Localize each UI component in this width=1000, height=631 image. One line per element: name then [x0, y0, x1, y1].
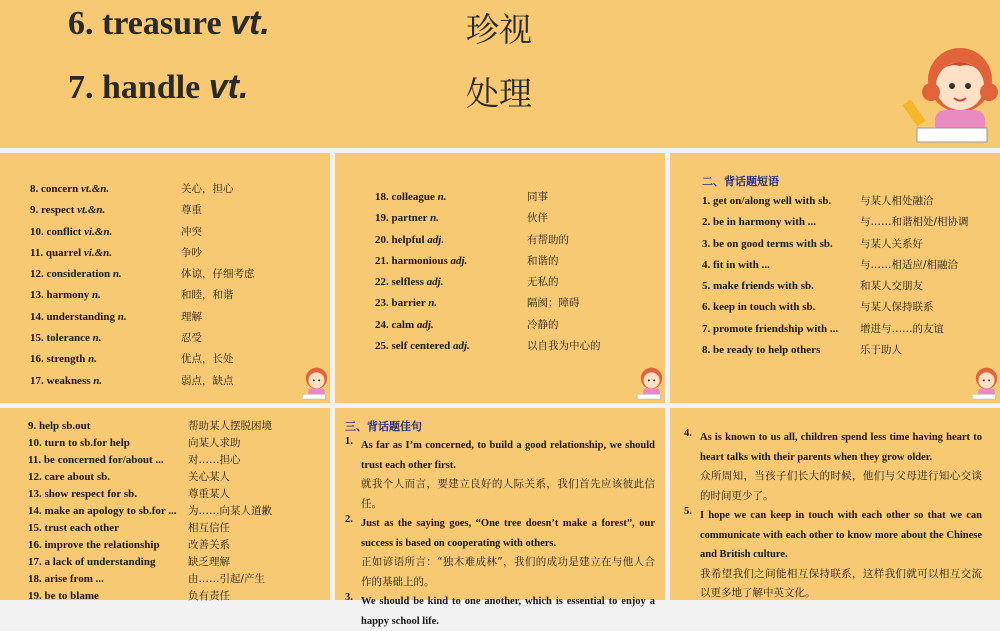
- sentence-item: 2. Just as the saying goes, “One tree doesn’t make a forest”, our success is based on cooperating with others. 正如谚语所言：“独木难成林”，我们的成功是建立在与他人合作的基础上的。: [345, 514, 655, 592]
- girl-mascot-icon: [968, 365, 1000, 401]
- sentence-list: [684, 428, 982, 604]
- sentence-zh: 正如谚语所言：“独木难成林”，我们的成功是建立在与他人合作的基础上的。: [361, 556, 655, 588]
- list-item: 25. self centered adj. 以自我为中心的: [375, 340, 601, 353]
- list-item: 8. concern vt.&n. 关心，担心: [30, 183, 234, 195]
- vocab-row-6: [68, 4, 532, 49]
- list-item: 9. help sb.out 帮助某人摆脱困境: [28, 420, 272, 432]
- list-item: 19. be to blame 负有责任: [28, 590, 230, 602]
- vocab-cn: 处理: [466, 74, 532, 113]
- vocab-row-7: [68, 68, 532, 113]
- list-item: 10. turn to sb.for help 向某人求助: [28, 437, 241, 449]
- sentence-list: [345, 436, 655, 631]
- list-item: 17. weakness n. 弱点，缺点: [30, 374, 234, 387]
- list-item: 14. make an apology to sb.for ... 为……向某人道歉: [28, 505, 272, 517]
- sentence-en: As far as I’m concerned, to build a good relationship, we should trust each other first.: [361, 440, 655, 471]
- sentence-item: 5. I hope we can keep in touch with each other so that we can communicate with each other to know more about the Chinese and British culture. 我希望我们之间能相互保持联系，这样我们就可以相互交流以更多地了解中英文化。: [684, 506, 982, 604]
- list-item: 11. be concerned for/about ... 对……担心: [28, 454, 241, 466]
- sentence-en: I hope we can keep in touch with each other so that we can communicate with each other to know more about the Chinese and British culture.: [700, 510, 982, 560]
- sentence-zh: 我希望我们之间能相互保持联系，这样我们就可以相互交流以更多地了解中英文化。: [700, 567, 982, 599]
- list-item: 24. calm adj. 冷静的: [375, 318, 559, 331]
- list-item: 23. barrier n. 隔阂；障碍: [375, 297, 580, 310]
- list-item: 18. arise from ... 由……引起/产生: [28, 573, 266, 585]
- sentence-item: 3. We should be kind to one another, which is essential to enjoy a happy school life.: [345, 592, 655, 631]
- vocab-word: handle: [102, 69, 201, 106]
- sentence-item: 1. As far as I’m concerned, to build a good relationship, we should trust each other first. 就我个人而言，要建立良好的人际关系，我们首先应该彼此信任。: [345, 436, 655, 514]
- list-item: 22. selfless adj. 无私的: [375, 276, 559, 289]
- list-item: 7. promote friendship with ... 增进与……的友谊: [702, 322, 944, 335]
- girl-mascot-icon: [905, 40, 1000, 148]
- list-item: 12. care about sb. 关心某人: [28, 471, 230, 483]
- list-item: 4. fit in with ... 与……相适应/相融洽: [702, 258, 959, 271]
- vocab-num: 7.: [68, 69, 94, 106]
- list-item: 9. respect vt.&n. 尊重: [30, 204, 202, 217]
- list-item: 15. trust each other 相互信任: [28, 522, 230, 534]
- sentence-en: As is known to us all, children spend less time having heart to heart talks with their parents when they grow older.: [700, 432, 982, 463]
- list-item: 8. be ready to help others 乐于助人: [702, 344, 902, 357]
- vocab-list: [375, 187, 601, 357]
- slide-vocab-1: [0, 153, 330, 403]
- list-item: 14. understanding n. 理解: [30, 310, 202, 323]
- section-title: 三、背话题佳句: [345, 420, 422, 433]
- list-item: 2. be in harmony with ... 与……和谐相处/相协调: [702, 216, 969, 229]
- list-item: 11. quarrel vi.&n. 争吵: [30, 246, 202, 259]
- slide-sentences-2: [670, 408, 1000, 600]
- list-item: 6. keep in touch with sb. 与某人保持联系: [702, 301, 934, 314]
- phrase-list: [702, 191, 969, 361]
- girl-mascot-icon: [298, 365, 330, 401]
- section-title: 二、背话题短语: [702, 175, 779, 188]
- list-item: 10. conflict vi.&n. 冲突: [30, 225, 202, 238]
- slide-vocab-2: [335, 153, 665, 403]
- vocab-cn: 珍视: [466, 10, 532, 49]
- list-item: 5. make friends with sb. 和某人交朋友: [702, 280, 923, 293]
- sentence-en: Just as the saying goes, “One tree doesn’t make a forest”, our success is based on cooperating with others.: [361, 518, 655, 549]
- sentence-zh: 就我个人而言，要建立良好的人际关系，我们首先应该彼此信任。: [361, 478, 655, 510]
- girl-mascot-icon: [633, 365, 665, 401]
- list-item: 21. harmonious adj. 和谐的: [375, 254, 559, 267]
- vocab-list: [30, 179, 255, 392]
- slide-top: [0, 0, 1000, 148]
- list-item: 16. strength n. 优点，长处: [30, 353, 234, 366]
- list-item: 1. get on/along well with sb. 与某人相处融洽: [702, 195, 934, 207]
- vocab-num: 6.: [68, 5, 94, 42]
- list-item: 20. helpful adj. 有帮助的: [375, 233, 569, 246]
- list-item: 17. a lack of understanding 缺乏理解: [28, 556, 230, 568]
- list-item: 15. tolerance n. 忍受: [30, 332, 202, 345]
- list-item: 12. consideration n. 体谅，仔细考虑: [30, 268, 255, 281]
- phrase-list: [28, 418, 272, 605]
- list-item: 13. harmony n. 和睦，和谐: [30, 289, 234, 302]
- vocab-word: treasure: [102, 5, 222, 42]
- list-item: 13. show respect for sb. 尊重某人: [28, 488, 230, 500]
- slide-sentences-1: [335, 408, 665, 627]
- list-item: 18. colleague n. 同事: [375, 191, 548, 203]
- sentence-en: We should be kind to one another, which is essential to enjoy a happy school life.: [361, 596, 655, 627]
- list-item: 3. be on good terms with sb. 与某人关系好: [702, 237, 923, 250]
- sentence-zh: 众所周知，当孩子们长大的时候，他们与父母进行知心交谈的时间更少了。: [700, 470, 982, 502]
- sentence-item: 4. As is known to us all, children spend less time having heart to heart talks with their parents when they grow older. 众所周知，当孩子们长大的时候，他们与父母进行知心交谈的时间更少了。: [684, 428, 982, 506]
- slide-phrases-1: [670, 153, 1000, 403]
- list-item: 16. improve the relationship 改善关系: [28, 539, 230, 551]
- vocab-pos: vt.: [230, 4, 270, 42]
- list-item: 19. partner n. 伙伴: [375, 212, 548, 225]
- vocab-pos: vt.: [208, 68, 249, 106]
- slide-phrases-2: [0, 408, 330, 600]
